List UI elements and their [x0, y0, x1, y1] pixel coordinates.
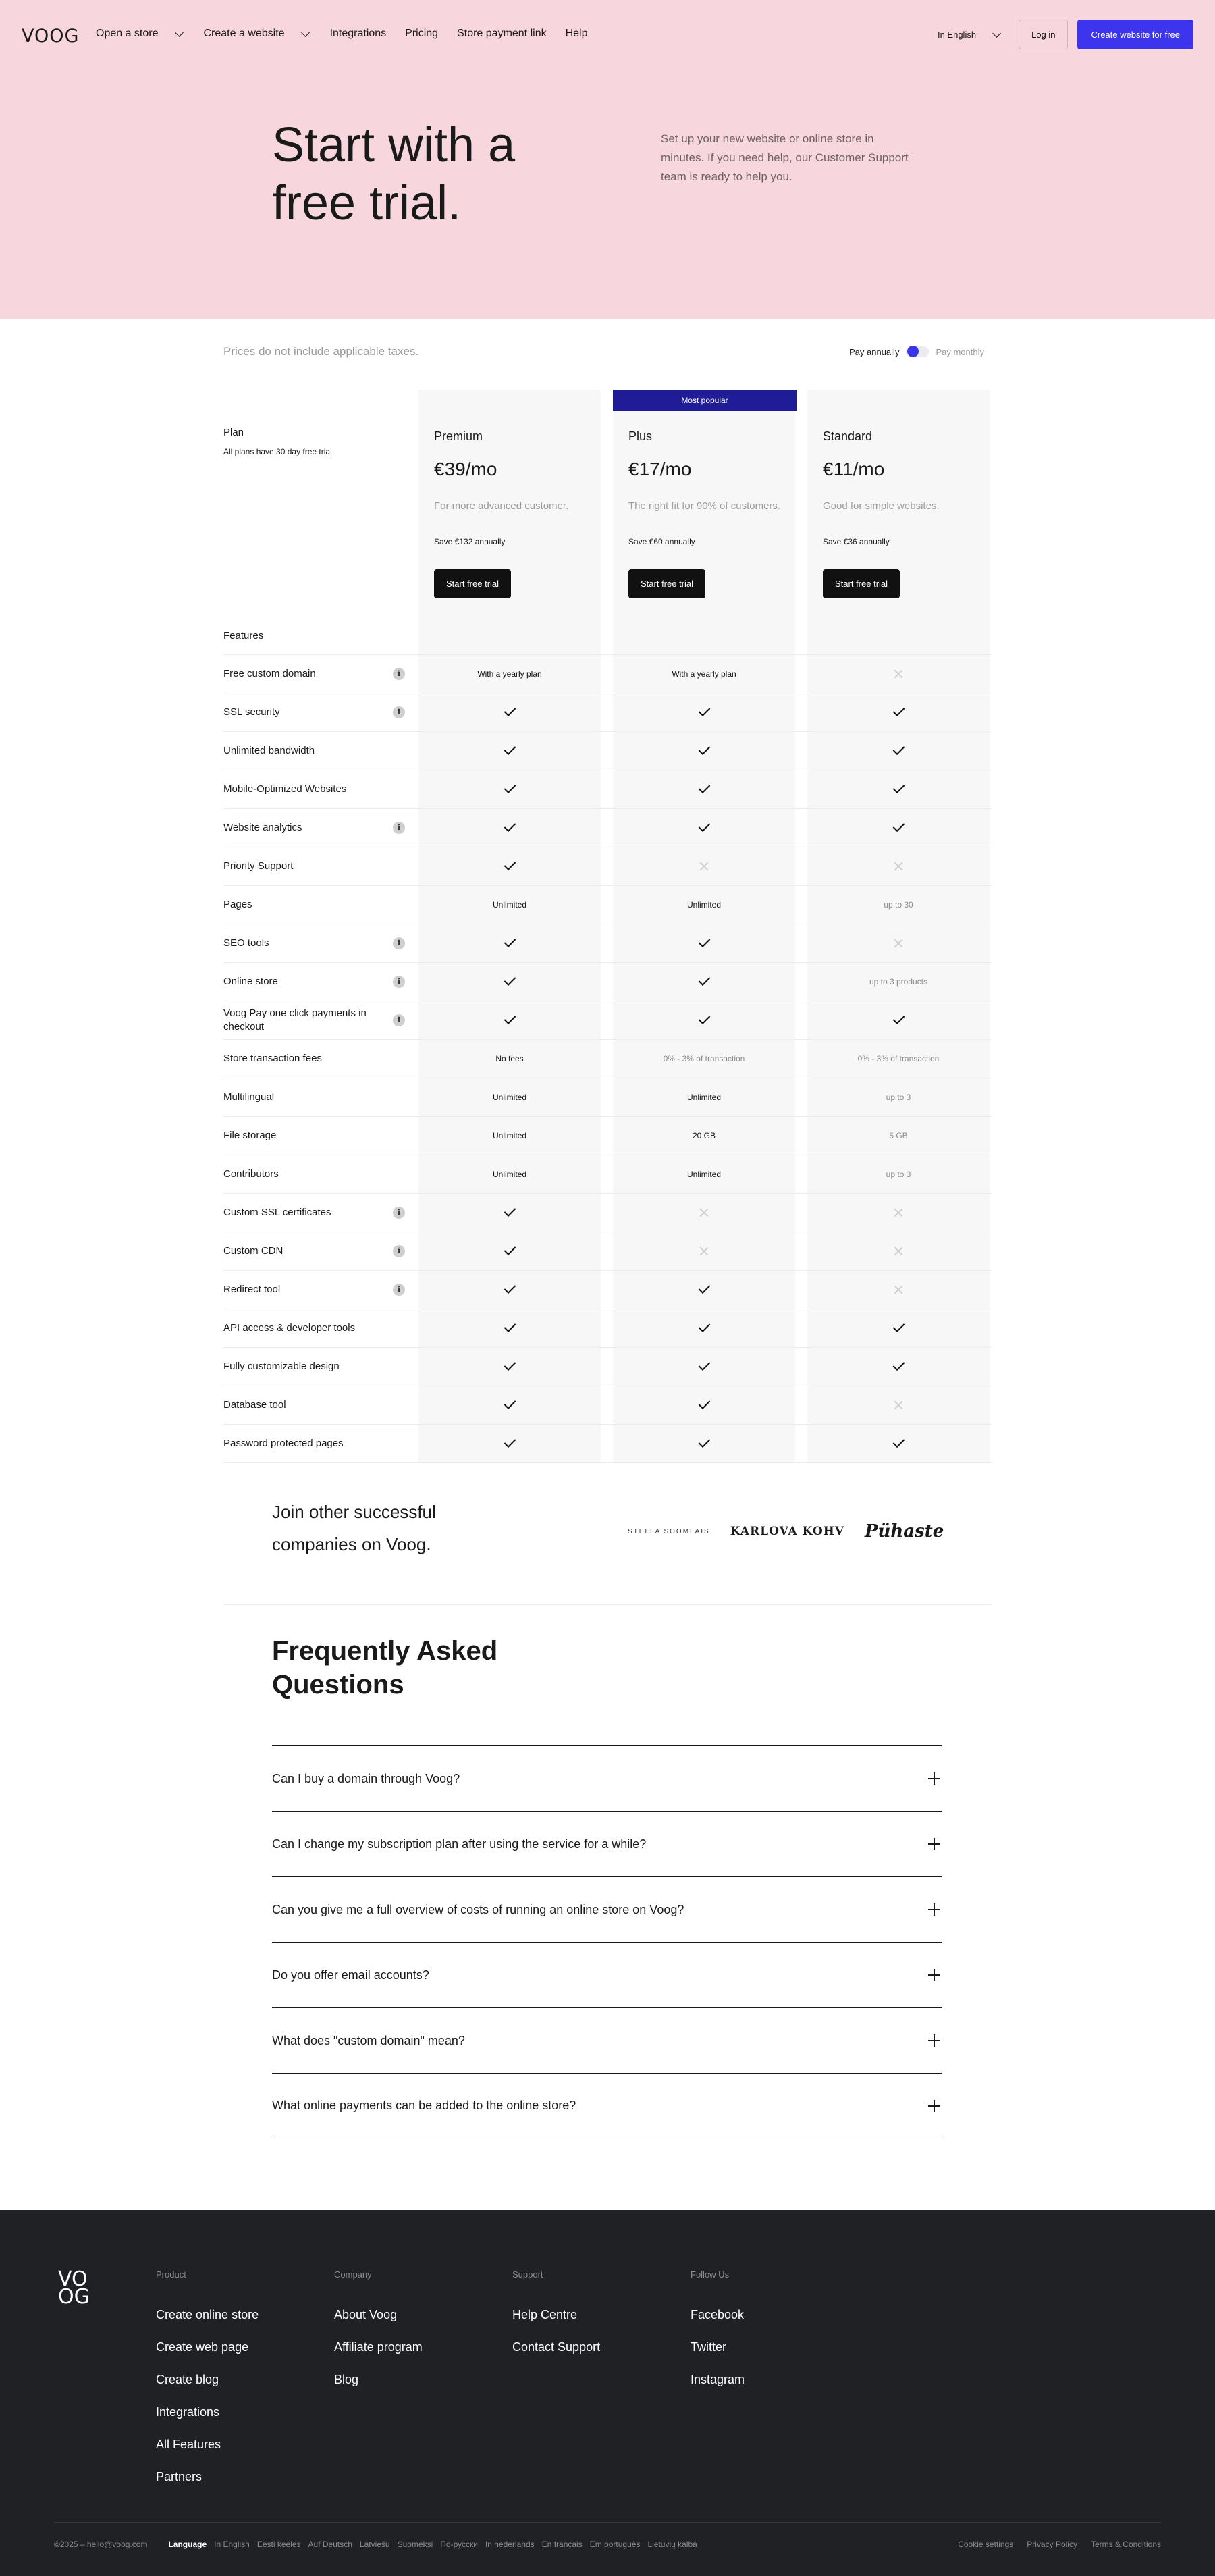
feature-cell — [613, 886, 795, 924]
checkmark-icon — [504, 1012, 516, 1024]
feature-row — [223, 731, 992, 770]
checkmark-icon — [892, 1359, 905, 1371]
feature-cell — [613, 770, 795, 808]
footer-language-link[interactable]: Em português — [589, 2540, 641, 2549]
checkmark-icon — [698, 1436, 710, 1448]
plan-description: Good for simple websites. — [823, 500, 940, 512]
faq-item[interactable] — [272, 1811, 942, 1876]
nav-create-website-label: Create a website — [203, 28, 285, 39]
billing-switch[interactable] — [906, 346, 929, 357]
footer-language-link[interactable]: По-русски — [440, 2540, 478, 2549]
copyright: ©2025 – hello@voog.com — [54, 2540, 148, 2549]
info-icon[interactable]: i — [393, 1207, 405, 1219]
start-trial-button[interactable]: Start free trial — [628, 569, 705, 598]
feature-cell — [418, 1348, 601, 1386]
feature-cell — [807, 847, 990, 885]
footer-divider — [54, 2522, 1161, 2523]
checkmark-icon — [504, 820, 516, 832]
footer-link[interactable]: Help Centre — [512, 2308, 578, 2321]
info-icon[interactable]: i — [393, 1284, 405, 1296]
most-popular-badge: Most popular — [613, 390, 796, 411]
karlova-kohv-logo — [730, 1525, 844, 1538]
feature-cell — [613, 1425, 795, 1463]
footer — [0, 2210, 1215, 2576]
brand-text: Pühaste — [864, 1521, 944, 1542]
feature-row — [223, 847, 992, 885]
feature-cell — [613, 1078, 795, 1116]
plan-name: Premium — [434, 429, 483, 443]
plan-savings: Save €132 annually — [434, 537, 506, 546]
faq-item[interactable] — [272, 1876, 942, 1942]
feature-name: Custom CDN — [223, 1245, 284, 1257]
language-label: Language — [168, 2540, 207, 2549]
brand-text: STELLA SOOMLAIS — [628, 1527, 710, 1535]
faq-item[interactable] — [272, 2007, 942, 2073]
feature-cell — [418, 1155, 601, 1193]
footer-link[interactable]: All Features — [156, 2438, 221, 2451]
feature-value: No fees — [495, 1054, 524, 1063]
checkmark-icon — [504, 1436, 516, 1448]
checkmark-icon — [504, 1205, 516, 1217]
feature-cell — [613, 1386, 795, 1424]
checkmark-icon — [504, 935, 516, 947]
feature-table — [223, 654, 992, 1463]
login-button[interactable]: Log in — [1019, 20, 1068, 49]
brand-logos — [628, 1521, 944, 1542]
info-icon[interactable]: i — [393, 1014, 405, 1026]
footer-column-title: Follow Us — [691, 2269, 730, 2280]
feature-cell — [418, 1040, 601, 1078]
checkmark-icon — [698, 1397, 710, 1409]
feature-cell — [613, 693, 795, 731]
hero-title: Start with a free trial. — [272, 118, 516, 230]
feature-row — [223, 924, 992, 962]
feature-name: Redirect tool — [223, 1284, 281, 1295]
footer-column — [156, 2269, 259, 2493]
feature-row — [223, 1232, 992, 1270]
plan-price: €17/mo — [628, 458, 692, 479]
feature-row — [223, 770, 992, 808]
feature-cell — [613, 1271, 795, 1309]
plan-standard — [823, 429, 985, 598]
cross-icon — [699, 1246, 709, 1256]
feature-name: Store transaction fees — [223, 1053, 322, 1064]
checkmark-icon — [504, 974, 516, 986]
checkmark-icon — [698, 781, 710, 793]
footer-language-link[interactable]: Auf Deutsch — [308, 2540, 352, 2549]
footer-language-link[interactable]: Latviešu — [359, 2540, 390, 2549]
footer-bottom-bar — [54, 2540, 697, 2549]
footer-link[interactable]: About Voog — [334, 2308, 398, 2321]
feature-cell — [613, 1348, 795, 1386]
divider — [223, 1604, 992, 1605]
checkmark-icon — [504, 1282, 516, 1294]
footer-logo-text: VO OG — [58, 2267, 90, 2309]
feature-cell — [418, 886, 601, 924]
checkmark-icon — [892, 1320, 905, 1332]
cross-icon — [894, 1246, 903, 1256]
feature-row — [223, 1270, 992, 1309]
plus-icon[interactable] — [928, 2100, 940, 2112]
feature-row — [223, 1193, 992, 1232]
feature-cell — [807, 1348, 990, 1386]
feature-cell — [418, 963, 601, 1001]
hero-description: Set up your new website or online store in minutes. If you need help, our Customer Support team is ready to help you. — [661, 132, 909, 183]
nav-pricing[interactable]: Pricing — [405, 28, 439, 39]
feature-name: Multilingual — [223, 1091, 275, 1103]
footer-link[interactable]: Affiliate program — [334, 2340, 423, 2354]
feature-name: Password protected pages — [223, 1437, 344, 1449]
feature-cell — [613, 1117, 795, 1155]
plan-price: €39/mo — [434, 458, 497, 479]
feature-row — [223, 693, 992, 731]
cross-icon — [894, 1400, 903, 1410]
checkmark-icon — [504, 858, 516, 870]
feature-name: Contributors — [223, 1168, 279, 1180]
feature-cell — [807, 655, 990, 693]
feature-cell — [807, 1001, 990, 1039]
feature-value: With a yearly plan — [672, 669, 736, 679]
checkmark-icon — [698, 1012, 710, 1024]
faq-question: What online payments can be added to the online store? — [272, 2099, 576, 2112]
feature-row — [223, 1155, 992, 1193]
footer-link[interactable]: Twitter — [691, 2340, 727, 2354]
plan-savings: Save €36 annually — [823, 537, 890, 546]
top-nav — [0, 0, 1215, 70]
plus-icon[interactable] — [928, 1903, 940, 1916]
feature-cell — [418, 1425, 601, 1463]
footer-link[interactable]: Integrations — [156, 2405, 220, 2419]
checkmark-icon — [504, 704, 516, 716]
faq-question: What does "custom domain" mean? — [272, 2033, 465, 2047]
checkmark-icon — [504, 781, 516, 793]
footer-language-link[interactable]: In nederlands — [485, 2540, 535, 2549]
plan-description: The right fit for 90% of customers. — [628, 500, 781, 512]
feature-cell — [613, 1001, 795, 1039]
feature-name: Website analytics — [223, 822, 302, 833]
feature-cell — [807, 809, 990, 847]
nav-store-payment-link[interactable]: Store payment link — [457, 28, 547, 39]
billing-toggle — [849, 346, 984, 357]
cross-icon — [894, 1285, 903, 1294]
language-label: In English — [937, 29, 977, 40]
feature-cell — [807, 693, 990, 731]
feature-name: Unlimited bandwidth — [223, 745, 315, 756]
feature-row — [223, 962, 992, 1001]
checkmark-icon — [698, 1282, 710, 1294]
feature-value: Unlimited — [686, 1169, 721, 1179]
chevron-down-icon — [992, 29, 1001, 38]
feature-row — [223, 1347, 992, 1386]
plus-icon[interactable] — [928, 1772, 940, 1785]
feature-cell — [418, 1117, 601, 1155]
feature-value: 5 GB — [889, 1131, 908, 1140]
footer-language-link[interactable]: Lietuvių kalba — [647, 2540, 697, 2549]
language-selector[interactable] — [938, 30, 1002, 40]
plan-description: For more advanced customer. — [434, 500, 569, 512]
checkmark-icon — [892, 1436, 905, 1448]
feature-cell — [418, 1271, 601, 1309]
feature-name: Priority Support — [223, 860, 294, 872]
feature-cell — [807, 1386, 990, 1424]
info-icon[interactable]: i — [393, 668, 405, 680]
chevron-down-icon — [175, 28, 184, 37]
checkmark-icon — [892, 743, 905, 755]
feature-name: SEO tools — [223, 937, 269, 949]
feature-cell — [418, 1078, 601, 1116]
plus-icon[interactable] — [928, 1969, 940, 1981]
nav-create-website[interactable] — [204, 28, 311, 40]
plan-heading: Plan — [223, 427, 244, 438]
footer-language-link[interactable]: Suomeksi — [397, 2540, 433, 2549]
feature-name: Mobile-Optimized Websites — [223, 783, 347, 795]
footer-link[interactable]: Create web page — [156, 2340, 249, 2354]
feature-row — [223, 654, 992, 693]
plan-plus — [628, 429, 790, 598]
feature-name: Fully customizable design — [223, 1361, 340, 1372]
feature-value: Unlimited — [492, 1093, 526, 1102]
checkmark-icon — [698, 1320, 710, 1332]
plan-price: €11/mo — [823, 458, 885, 479]
checkmark-icon — [698, 704, 710, 716]
checkmark-icon — [504, 1397, 516, 1409]
feature-cell — [807, 770, 990, 808]
footer-legal-links — [958, 2540, 1161, 2549]
feature-row — [223, 808, 992, 847]
cross-icon — [894, 669, 903, 679]
faq-item[interactable] — [272, 2073, 942, 2138]
faq-item[interactable] — [272, 1942, 942, 2007]
cross-icon — [894, 939, 903, 948]
footer-language-link[interactable]: En français — [541, 2540, 583, 2549]
taxes-note: Prices do not include applicable taxes. — [223, 345, 419, 358]
info-icon[interactable]: i — [393, 1245, 405, 1257]
footer-logo[interactable] — [58, 2267, 92, 2309]
feature-name: Pages — [223, 899, 252, 910]
nav-links — [96, 28, 588, 40]
plus-icon[interactable] — [928, 2034, 940, 2047]
faq-question: Can I buy a domain through Voog? — [272, 1771, 460, 1785]
feature-row — [223, 1001, 992, 1039]
feature-cell — [613, 732, 795, 770]
feature-row — [223, 1039, 992, 1078]
feature-cell — [613, 963, 795, 1001]
cross-icon — [699, 1208, 709, 1217]
feature-cell — [613, 1155, 795, 1193]
feature-cell — [613, 1040, 795, 1078]
footer-link[interactable]: Contact Support — [512, 2340, 601, 2354]
feature-name: SSL security — [223, 706, 280, 718]
footer-language-link[interactable]: Eesti keeles — [256, 2540, 301, 2549]
feature-row — [223, 1309, 992, 1347]
footer-link[interactable]: Facebook — [691, 2308, 745, 2321]
footer-link[interactable]: Blog — [334, 2373, 359, 2386]
join-title: Join other successful companies on Voog. — [272, 1502, 436, 1554]
plan-premium — [434, 429, 596, 598]
feature-cell — [418, 924, 601, 962]
feature-cell — [613, 1232, 795, 1270]
checkmark-icon — [504, 1359, 516, 1371]
checkmark-icon — [892, 781, 905, 793]
feature-cell — [418, 655, 601, 693]
nav-integrations[interactable]: Integrations — [329, 28, 387, 39]
feature-cell — [418, 1232, 601, 1270]
feature-row — [223, 885, 992, 924]
feature-cell — [418, 1386, 601, 1424]
feature-cell — [807, 963, 990, 1001]
feature-cell — [613, 809, 795, 847]
stella-soomlais-logo — [628, 1528, 710, 1535]
checkmark-icon — [892, 820, 905, 832]
feature-value: Unlimited — [492, 900, 526, 910]
feature-row — [223, 1386, 992, 1424]
footer-link[interactable]: Instagram — [691, 2373, 745, 2386]
checkmark-icon — [504, 1320, 516, 1332]
feature-cell — [807, 1425, 990, 1463]
feature-cell — [807, 886, 990, 924]
plus-icon[interactable] — [928, 1838, 940, 1850]
checkmark-icon — [892, 704, 905, 716]
feature-cell — [418, 1194, 601, 1232]
feature-row — [223, 1116, 992, 1155]
feature-cell — [807, 1194, 990, 1232]
footer-column-title: Product — [156, 2269, 186, 2280]
feature-cell — [613, 1194, 795, 1232]
feature-cell — [807, 732, 990, 770]
feature-name: Free custom domain — [223, 668, 316, 679]
checkmark-icon — [504, 743, 516, 755]
brand-text: KARLOVA KOHV — [730, 1525, 844, 1538]
checkmark-icon — [504, 1243, 516, 1255]
create-website-button[interactable]: Create website for free — [1077, 20, 1193, 49]
features-heading: Features — [223, 630, 264, 641]
faq-item[interactable] — [272, 1745, 942, 1811]
feature-name: Voog Pay one click payments in checkout — [223, 1007, 367, 1032]
feature-value: up to 3 — [886, 1169, 911, 1179]
checkmark-icon — [698, 820, 710, 832]
plan-name: Standard — [823, 429, 873, 443]
start-trial-button[interactable]: Start free trial — [823, 569, 900, 598]
feature-cell — [807, 1309, 990, 1347]
footer-link[interactable]: Partners — [156, 2470, 202, 2483]
nav-open-store[interactable] — [96, 28, 185, 40]
checkmark-icon — [698, 743, 710, 755]
feature-value: 0% - 3% of transaction — [663, 1054, 745, 1063]
feature-value: With a yearly plan — [477, 669, 542, 679]
feature-name: Custom SSL certificates — [223, 1207, 331, 1218]
faq-list — [272, 1745, 942, 2138]
feature-cell — [418, 809, 601, 847]
footer-language-link[interactable]: In English — [214, 2540, 250, 2549]
feature-value: up to 30 — [884, 900, 913, 910]
footer-column — [334, 2269, 423, 2396]
hero-section — [0, 0, 1215, 319]
feature-name: Online store — [223, 976, 278, 987]
nav-open-store-label: Open a store — [96, 28, 159, 39]
feature-name: File storage — [223, 1130, 277, 1141]
footer-column — [691, 2269, 745, 2396]
chevron-down-icon — [301, 28, 310, 37]
faq-title: Frequently Asked Questions — [272, 1636, 498, 1700]
nav-actions — [938, 20, 1193, 49]
puhaste-logo — [865, 1521, 944, 1542]
faq-question: Do you offer email accounts? — [272, 1968, 429, 1982]
info-icon[interactable]: i — [393, 706, 405, 718]
feature-cell — [807, 1271, 990, 1309]
info-icon[interactable]: i — [393, 822, 405, 834]
feature-value: up to 3 — [886, 1093, 911, 1102]
feature-row — [223, 1078, 992, 1116]
feature-row — [223, 1424, 992, 1463]
footer-legal-link[interactable]: Privacy Policy — [1027, 2540, 1077, 2549]
pay-annually-label[interactable]: Pay annually — [849, 346, 900, 357]
feature-cell — [807, 1040, 990, 1078]
feature-value: Unlimited — [686, 1093, 721, 1102]
start-trial-button[interactable]: Start free trial — [434, 569, 511, 598]
feature-cell — [418, 693, 601, 731]
feature-cell — [807, 1155, 990, 1193]
feature-cell — [807, 1117, 990, 1155]
feature-name: API access & developer tools — [223, 1322, 356, 1334]
checkmark-icon — [698, 974, 710, 986]
footer-column-title: Company — [334, 2269, 372, 2280]
feature-cell — [418, 732, 601, 770]
feature-value: Unlimited — [492, 1169, 526, 1179]
feature-cell — [418, 1001, 601, 1039]
footer-link[interactable]: Create blog — [156, 2373, 219, 2386]
feature-cell — [613, 655, 795, 693]
feature-cell — [613, 924, 795, 962]
info-icon[interactable]: i — [393, 937, 405, 949]
footer-column-title: Support — [512, 2269, 543, 2280]
footer-legal-link[interactable]: Cookie settings — [958, 2540, 1014, 2549]
feature-cell — [613, 847, 795, 885]
checkmark-icon — [892, 1012, 905, 1024]
info-icon[interactable]: i — [393, 976, 405, 988]
feature-cell — [418, 770, 601, 808]
plan-savings: Save €60 annually — [628, 537, 695, 546]
voog-logo[interactable]: VOOG — [22, 26, 80, 47]
feature-cell — [807, 924, 990, 962]
footer-link[interactable]: Create online store — [156, 2308, 259, 2321]
footer-column — [512, 2269, 600, 2363]
cross-icon — [699, 862, 709, 871]
faq-question: Can you give me a full overview of costs of running an online store on Voog? — [272, 1902, 684, 1916]
feature-cell — [418, 1309, 601, 1347]
feature-value: 20 GB — [692, 1131, 716, 1140]
feature-value: 0% - 3% of transaction — [857, 1054, 940, 1063]
plan-name: Plus — [628, 429, 653, 443]
cross-icon — [894, 862, 903, 871]
pay-monthly-label[interactable]: Pay monthly — [936, 346, 984, 357]
nav-help[interactable]: Help — [565, 28, 588, 39]
footer-legal-link[interactable]: Terms & Conditions — [1090, 2540, 1161, 2549]
cross-icon — [894, 1208, 903, 1217]
checkmark-icon — [698, 1359, 710, 1371]
feature-value: Unlimited — [492, 1131, 526, 1140]
feature-value: up to 3 products — [869, 977, 928, 987]
feature-value: Unlimited — [686, 900, 721, 910]
feature-cell — [807, 1232, 990, 1270]
faq-question: Can I change my subscription plan after using the service for a while? — [272, 1837, 647, 1851]
feature-cell — [613, 1309, 795, 1347]
plan-trial-note: All plans have 30 day free trial — [223, 447, 332, 456]
feature-name: Database tool — [223, 1399, 286, 1411]
checkmark-icon — [698, 935, 710, 947]
feature-cell — [807, 1078, 990, 1116]
feature-cell — [418, 847, 601, 885]
